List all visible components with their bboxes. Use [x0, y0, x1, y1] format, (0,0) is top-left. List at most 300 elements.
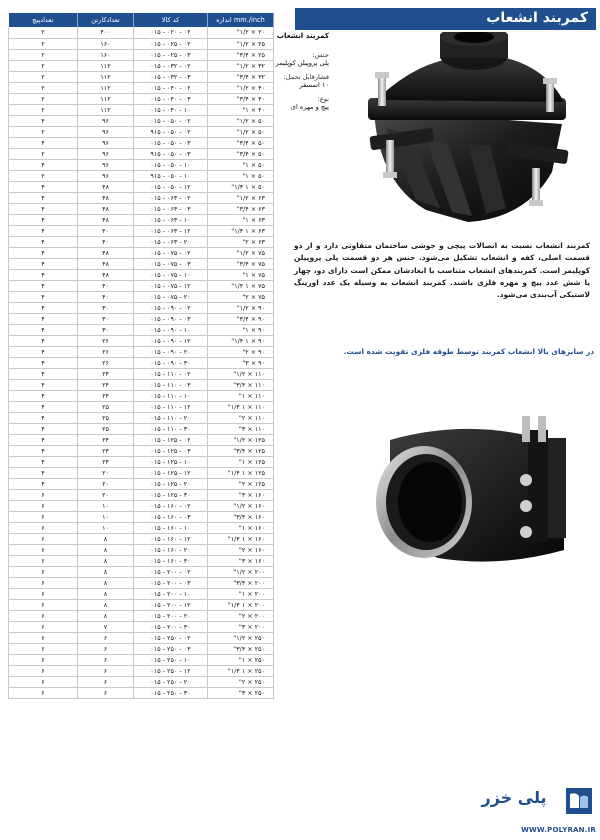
size-cell: ۷۵ × ۱ ۱/۴" [208, 280, 274, 291]
box-count-cell: ۸ [78, 544, 134, 555]
table-body [9, 27, 274, 698]
product-code-cell: ۰۱۵ - ۰۷۵ - ۱۲ [134, 280, 208, 291]
table-row [9, 115, 274, 126]
bolt-count-cell: ۴ [9, 401, 78, 412]
box-count-cell: ۸ [78, 577, 134, 588]
product-code-cell: ۰۱۵ - ۰۵۰ - ۰۲ [134, 115, 208, 126]
size-cell: ۵۰ × ۱" [208, 159, 274, 170]
bolt-count-cell: ۴ [9, 192, 78, 203]
box-count-cell: ۱۱۲ [78, 82, 134, 93]
size-cell: ۲۵۰ × ۲" [208, 676, 274, 687]
table-row [9, 258, 274, 269]
table-row [9, 82, 274, 93]
table-row [9, 170, 274, 181]
bolt-count-cell: ۲ [9, 170, 78, 181]
size-cell: ۳۲ × ۱/۲" [208, 60, 274, 71]
material-value: پلی پروپیلن کوپلیمر [275, 59, 329, 67]
product-code-cell: ۹۱۵ - ۰۵۰ - ۱۰ [134, 170, 208, 181]
bolt-count-cell: ۶ [9, 632, 78, 643]
box-count-cell: ۸ [78, 533, 134, 544]
size-cell: ۶۳ × ۱ ۱/۴" [208, 225, 274, 236]
product-code-cell: ۰۱۵ - ۰۹۰ - ۳۰ [134, 357, 208, 368]
product-code-cell: ۹۱۵ - ۰۵۰ - ۰۲ [134, 126, 208, 137]
bolt-count-cell: ۴ [9, 214, 78, 225]
size-cell: ۱۱۰ × ۱/۲" [208, 368, 274, 379]
table-row [9, 203, 274, 214]
box-count-cell: ۲۶ [78, 357, 134, 368]
product-code-cell: ۰۱۵ - ۱۲۵ - ۲۰ [134, 478, 208, 489]
table-row [9, 687, 274, 698]
box-count-cell: ۱۰ [78, 500, 134, 511]
size-cell: ۵۰ × ۳/۴" [208, 137, 274, 148]
bolt-count-cell: ۴ [9, 434, 78, 445]
table-row [9, 335, 274, 346]
size-cell: ۱۶۰ × ۱" [208, 522, 274, 533]
box-count-cell: ۹۶ [78, 148, 134, 159]
size-cell: ۴۰ × ۱/۲" [208, 82, 274, 93]
header-bolt-count: تعدادپیچ [9, 13, 78, 27]
product-code-cell: ۰۱۵ - ۰۴۰ - ۱۰ [134, 104, 208, 115]
table-row [9, 577, 274, 588]
pressure-value: ۱۰ اتمسفر [299, 81, 329, 89]
product-code-cell: ۰۱۵ - ۱۶۰ - ۱۲ [134, 533, 208, 544]
table-row [9, 313, 274, 324]
table-row [9, 555, 274, 566]
bolt-count-cell: ۴ [9, 335, 78, 346]
bolt-count-cell: ۴ [9, 313, 78, 324]
table-row [9, 192, 274, 203]
table-row [9, 225, 274, 236]
size-cell: ۷۵ × ۲" [208, 291, 274, 302]
table-row [9, 489, 274, 500]
box-count-cell: ۲۵ [78, 423, 134, 434]
bolt-count-cell: ۴ [9, 346, 78, 357]
product-code-cell: ۰۱۵ - ۱۶۰ - ۳۰ [134, 555, 208, 566]
size-cell: ۱۲۵ × ۱ ۱/۴" [208, 467, 274, 478]
bolt-count-cell: ۶ [9, 665, 78, 676]
box-count-cell: ۴۸ [78, 247, 134, 258]
size-cell: ۳۲ × ۳/۴" [208, 71, 274, 82]
bolt-count-cell: ۴ [9, 445, 78, 456]
bolt-count-cell: ۶ [9, 654, 78, 665]
product-code-cell: ۰۱۵ - ۲۰۰ - ۲۰ [134, 610, 208, 621]
size-cell: ۲۰۰ × ۲" [208, 610, 274, 621]
product-code-cell: ۰۱۵ - ۱۲۵ - ۳۰ [134, 489, 208, 500]
product-code-cell: ۰۱۵ - ۲۵۰ - ۳۰ [134, 687, 208, 698]
product-code-cell: ۰۱۵ - ۰۵۰ - ۰۳ [134, 137, 208, 148]
product-code-cell: ۰۱۵ - ۰۷۵ - ۰۳ [134, 258, 208, 269]
table-row [9, 148, 274, 159]
table-row [9, 302, 274, 313]
product-code-cell: ۰۱۵ - ۰۹۰ - ۲۰ [134, 346, 208, 357]
size-cell: ۶۳ × ۳/۴" [208, 203, 274, 214]
product-code-cell: ۰۱۵ - ۱۲۵ - ۱۰ [134, 456, 208, 467]
table-row [9, 214, 274, 225]
product-code-cell: ۰۱۵ - ۲۰۰ - ۰۳ [134, 577, 208, 588]
size-cell: ۹۰ × ۳/۴" [208, 313, 274, 324]
table-row [9, 357, 274, 368]
size-cell: ۱۶۰ × ۳" [208, 489, 274, 500]
box-count-cell: ۸ [78, 555, 134, 566]
box-count-cell: ۸ [78, 599, 134, 610]
product-code-cell: ۰۱۵ - ۲۰۰ - ۱۰ [134, 588, 208, 599]
product-code-cell: ۰۱۵ - ۱۱۰ - ۰۲ [134, 368, 208, 379]
size-cell: ۵۰ × ۱/۲" [208, 126, 274, 137]
box-count-cell: ۶ [78, 687, 134, 698]
box-count-cell: ۱۱۲ [78, 71, 134, 82]
bolt-count-cell: ۴ [9, 225, 78, 236]
size-cell: ۲۰۰ × ۳/۴" [208, 577, 274, 588]
bolt-count-cell: ۴ [9, 181, 78, 192]
product-code-cell: ۰۱۵ - ۲۵۰ - ۲۰ [134, 676, 208, 687]
bolt-count-cell: ۴ [9, 236, 78, 247]
bolt-count-cell: ۲ [9, 60, 78, 71]
size-cell: ۱۶۰ × ۳" [208, 555, 274, 566]
box-count-cell: ۹۶ [78, 137, 134, 148]
type-label: نوع: [317, 94, 329, 103]
bolt-count-cell: ۴ [9, 324, 78, 335]
size-cell: ۶۳ × ۲" [208, 236, 274, 247]
product-code-cell: ۰۱۵ - ۰۴۰ - ۰۲ [134, 82, 208, 93]
product-code-cell: ۰۱۵ - ۰۶۳ - ۰۳ [134, 203, 208, 214]
table-row [9, 511, 274, 522]
size-cell: ۴۰ × ۳/۴" [208, 93, 274, 104]
box-count-cell: ۸ [78, 566, 134, 577]
box-count-cell: ۱۱۲ [78, 93, 134, 104]
product-code-cell: ۹۱۵ - ۰۵۰ - ۰۳ [134, 148, 208, 159]
bolt-count-cell: ۶ [9, 511, 78, 522]
bolt-count-cell: ۴ [9, 159, 78, 170]
table-row [9, 49, 274, 60]
table-row [9, 181, 274, 192]
product-code-cell: ۰۱۵ - ۰۷۵ - ۱۰ [134, 269, 208, 280]
box-count-cell: ۶ [78, 654, 134, 665]
table-row [9, 324, 274, 335]
table-row [9, 236, 274, 247]
table-row [9, 269, 274, 280]
product-code-cell: ۰۱۵ - ۱۲۵ - ۱۲ [134, 467, 208, 478]
product-code-cell: ۰۱۵ - ۱۶۰ - ۱۰ [134, 522, 208, 533]
box-count-cell: ۴۰ [78, 236, 134, 247]
product-code-cell: ۰۱۵ - ۰۴۰ - ۰۳ [134, 93, 208, 104]
bolt-count-cell: ۶ [9, 599, 78, 610]
saddle-clamp-ring-photo [350, 410, 582, 570]
bolt-count-cell: ۴ [9, 456, 78, 467]
table-row [9, 93, 274, 104]
polykhazar-logo-icon [566, 788, 592, 814]
bolt-count-cell: ۲ [9, 126, 78, 137]
bolt-count-cell: ۶ [9, 489, 78, 500]
product-code-cell: ۰۱۵ - ۱۱۰ - ۰۳ [134, 379, 208, 390]
bolt-count-cell: ۴ [9, 368, 78, 379]
size-cell: ۲۰۰ × ۱/۲" [208, 566, 274, 577]
table-row [9, 588, 274, 599]
size-cell: ۲۰۰ × ۳" [208, 621, 274, 632]
size-cell: ۱۲۵ × ۱/۲" [208, 434, 274, 445]
box-count-cell: ۲۰ [78, 467, 134, 478]
box-count-cell: ۴۸ [78, 258, 134, 269]
bolt-count-cell: ۶ [9, 533, 78, 544]
table-row [9, 280, 274, 291]
box-count-cell: ۲۴ [78, 379, 134, 390]
box-count-cell: ۴۸ [78, 269, 134, 280]
size-cell: ۱۲۵ × ۱" [208, 456, 274, 467]
product-code-cell: ۰۱۵ - ۰۷۵ - ۲۰ [134, 291, 208, 302]
product-code-cell: ۰۱۵ - ۰۹۰ - ۰۳ [134, 313, 208, 324]
bolt-count-cell: ۴ [9, 423, 78, 434]
bolt-count-cell: ۶ [9, 544, 78, 555]
table-row [9, 467, 274, 478]
bolt-count-cell: ۴ [9, 115, 78, 126]
box-count-cell: ۱۱۲ [78, 104, 134, 115]
box-count-cell: ۴۸ [78, 203, 134, 214]
size-cell: ۲۵۰ × ۳" [208, 687, 274, 698]
bolt-count-cell: ۶ [9, 566, 78, 577]
bolt-count-cell: ۲ [9, 82, 78, 93]
bolt-count-cell: ۶ [9, 610, 78, 621]
table-row [9, 401, 274, 412]
product-code-cell: ۰۱۵ - ۰۳۲ - ۰۲ [134, 60, 208, 71]
product-code-cell: ۰۱۵ - ۱۶۰ - ۰۳ [134, 511, 208, 522]
brand-name: پلی خزر [481, 788, 547, 807]
product-code-cell: ۰۱۵ - ۲۵۰ - ۱۲ [134, 665, 208, 676]
size-cell: ۲۰ × ۱/۲" [208, 27, 274, 38]
product-code-cell: ۰۱۵ - ۲۵۰ - ۱۰ [134, 654, 208, 665]
box-count-cell: ۱۶۰ [78, 49, 134, 60]
size-cell: ۲۵۰ × ۱/۲" [208, 632, 274, 643]
table-row [9, 478, 274, 489]
product-code-cell: ۰۱۵ - ۲۰۰ - ۳۰ [134, 621, 208, 632]
bolt-count-cell: ۴ [9, 280, 78, 291]
table-header-row [9, 13, 274, 27]
size-cell: ۲۵۰ × ۱ ۱/۴" [208, 665, 274, 676]
product-code-cell: ۰۱۵ - ۱۱۰ - ۳۰ [134, 423, 208, 434]
product-code-cell: ۰۱۵ - ۱۲۵ - ۰۳ [134, 445, 208, 456]
size-cell: ۵۰ × ۱/۲" [208, 115, 274, 126]
brand-logo [470, 786, 594, 822]
bolt-count-cell: ۶ [9, 588, 78, 599]
spec-heading: کمربند انشعاب [276, 31, 329, 40]
product-code-cell: ۰۱۵ - ۲۵۰ - ۰۳ [134, 643, 208, 654]
bolt-count-cell: ۴ [9, 269, 78, 280]
table-row [9, 456, 274, 467]
box-count-cell: ۳۰ [78, 324, 134, 335]
table-row [9, 610, 274, 621]
box-count-cell: ۹۶ [78, 159, 134, 170]
box-count-cell: ۸ [78, 610, 134, 621]
material-label: جنس: [312, 50, 329, 59]
bolt-count-cell: ۶ [9, 676, 78, 687]
box-count-cell: ۴۸ [78, 214, 134, 225]
bolt-count-cell: ۴ [9, 247, 78, 258]
box-count-cell: ۲۵ [78, 401, 134, 412]
size-cell: ۱۶۰ × ۱ ۱/۴" [208, 533, 274, 544]
table-row [9, 368, 274, 379]
box-count-cell: ۲۴ [78, 368, 134, 379]
type-value: پیچ و مهره ای [290, 103, 329, 111]
product-code-cell: ۰۱۵ - ۰۳۲ - ۰۳ [134, 71, 208, 82]
size-cell: ۱۲۵ × ۲" [208, 478, 274, 489]
reinforcement-note: در سایزهای بالا انشعاب کمربند توسط طوقه فلزی تقویت شده است. [343, 347, 594, 356]
table-row [9, 621, 274, 632]
header-product-code: کد کالا [134, 13, 208, 27]
box-count-cell: ۲۴ [78, 390, 134, 401]
product-code-cell: ۰۱۵ - ۰۶۳ - ۱۲ [134, 225, 208, 236]
saddle-clamp-photo [356, 32, 588, 230]
box-count-cell: ۶ [78, 632, 134, 643]
box-count-cell: ۲۴ [78, 456, 134, 467]
bolt-count-cell: ۶ [9, 687, 78, 698]
table-row [9, 676, 274, 687]
size-cell: ۶۳ × ۱" [208, 214, 274, 225]
box-count-cell: ۱۱۲ [78, 60, 134, 71]
product-code-cell: ۰۱۵ - ۰۹۰ - ۱۰ [134, 324, 208, 335]
product-code-cell: ۰۱۵ - ۰۲۵ - ۰۳ [134, 49, 208, 60]
table-row [9, 599, 274, 610]
page-title: کمربند انشعاب [486, 10, 588, 26]
bolt-count-cell: ۴ [9, 412, 78, 423]
size-cell: ۵۰ × ۳/۴" [208, 148, 274, 159]
size-cell: ۱۲۵ × ۳/۴" [208, 445, 274, 456]
box-count-cell: ۴۰ [78, 225, 134, 236]
size-cell: ۱۶۰ × ۳/۴" [208, 511, 274, 522]
product-code-cell: ۰۱۵ - ۱۱۰ - ۱۲ [134, 401, 208, 412]
box-count-cell: ۲۰ [78, 489, 134, 500]
box-count-cell: ۱۰ [78, 522, 134, 533]
size-cell: ۷۵ × ۱" [208, 269, 274, 280]
size-cell: ۹۰ × ۱/۲" [208, 302, 274, 313]
spec-box [273, 32, 331, 142]
size-cell: ۶۳ × ۱/۲" [208, 192, 274, 203]
box-count-cell: ۴۰ [78, 280, 134, 291]
bolt-count-cell: ۴ [9, 390, 78, 401]
table-row [9, 522, 274, 533]
product-code-cell: ۰۱۵ - ۲۰۰ - ۰۲ [134, 566, 208, 577]
product-code-cell: ۰۱۵ - ۱۶۰ - ۰۲ [134, 500, 208, 511]
box-count-cell: ۱۶۰ [78, 38, 134, 49]
product-code-cell: ۰۱۵ - ۰۹۰ - ۰۲ [134, 302, 208, 313]
bolt-count-cell: ۶ [9, 621, 78, 632]
box-count-cell: ۴۰۰ [78, 27, 134, 38]
box-count-cell: ۲۴ [78, 445, 134, 456]
product-code-cell: ۰۱۵ - ۰۷۵ - ۰۲ [134, 247, 208, 258]
bolt-count-cell: ۶ [9, 500, 78, 511]
size-cell: ۲۵۰ × ۱" [208, 654, 274, 665]
table-row [9, 137, 274, 148]
box-count-cell: ۹۶ [78, 126, 134, 137]
product-code-cell: ۰۱۵ - ۱۲۵ - ۰۲ [134, 434, 208, 445]
box-count-cell: ۶ [78, 665, 134, 676]
table-row [9, 445, 274, 456]
bolt-count-cell: ۲ [9, 93, 78, 104]
title-banner [295, 8, 596, 30]
product-code-cell: ۰۱۵ - ۰۶۳ - ۱۰ [134, 214, 208, 225]
product-code-cell: ۰۱۵ - ۰۲۰ - ۰۲ [134, 27, 208, 38]
product-code-cell: ۰۱۵ - ۰۶۳ - ۰۲ [134, 192, 208, 203]
product-code-cell: ۰۱۵ - ۱۱۰ - ۱۰ [134, 390, 208, 401]
product-code-cell: ۰۱۵ - ۱۶۰ - ۲۰ [134, 544, 208, 555]
bolt-count-cell: ۴ [9, 467, 78, 478]
table-row [9, 60, 274, 71]
box-count-cell: ۳۰ [78, 302, 134, 313]
product-code-cell: ۰۱۵ - ۰۹۰ - ۱۲ [134, 335, 208, 346]
bolt-count-cell: ۶ [9, 522, 78, 533]
bolt-count-cell: ۲ [9, 104, 78, 115]
box-count-cell: ۹۶ [78, 170, 134, 181]
size-cell: ۵۰ × ۱ ۱/۴" [208, 181, 274, 192]
box-count-cell: ۴۰ [78, 291, 134, 302]
table-row [9, 159, 274, 170]
table-row [9, 27, 274, 38]
bolt-count-cell: ۲ [9, 38, 78, 49]
bolt-count-cell: ۲ [9, 27, 78, 38]
size-cell: ۱۱۰ × ۳" [208, 423, 274, 434]
size-cell: ۱۱۰ × ۱ ۱/۴" [208, 401, 274, 412]
box-count-cell: ۶ [78, 676, 134, 687]
bolt-count-cell: ۴ [9, 357, 78, 368]
box-count-cell: ۴۸ [78, 181, 134, 192]
bolt-count-cell: ۲ [9, 49, 78, 60]
bolt-count-cell: ۴ [9, 258, 78, 269]
box-count-cell: ۲۴ [78, 434, 134, 445]
size-cell: ۲۰۰ × ۱ ۱/۴" [208, 599, 274, 610]
table-row [9, 247, 274, 258]
size-cell: ۱۱۰ × ۲" [208, 412, 274, 423]
size-cell: ۲۵۰ × ۳/۴" [208, 643, 274, 654]
box-count-cell: ۳۰ [78, 313, 134, 324]
box-count-cell: ۴۸ [78, 192, 134, 203]
product-code-cell: ۰۱۵ - ۰۲۵ - ۰۲ [134, 38, 208, 49]
bolt-count-cell: ۶ [9, 643, 78, 654]
box-count-cell: ۸ [78, 588, 134, 599]
box-count-cell: ۲۰ [78, 478, 134, 489]
size-cell: ۷۵ × ۳/۴" [208, 258, 274, 269]
product-code-cell: ۰۱۵ - ۲۵۰ - ۰۲ [134, 632, 208, 643]
product-code-cell: ۰۱۵ - ۰۵۰ - ۱۲ [134, 181, 208, 192]
bolt-count-cell: ۴ [9, 203, 78, 214]
table-row [9, 566, 274, 577]
specification-table [8, 13, 274, 699]
size-cell: ۱۶۰ × ۱/۲" [208, 500, 274, 511]
box-count-cell: ۲۶ [78, 346, 134, 357]
size-cell: ۱۱۰ × ۳/۴" [208, 379, 274, 390]
bolt-count-cell: ۲ [9, 148, 78, 159]
box-count-cell: ۶ [78, 643, 134, 654]
size-cell: ۲۵ × ۳/۴" [208, 49, 274, 60]
box-count-cell: ۹۶ [78, 115, 134, 126]
size-cell: ۹۰ × ۱ ۱/۴" [208, 335, 274, 346]
table-row [9, 412, 274, 423]
table-row [9, 346, 274, 357]
table-row [9, 71, 274, 82]
bolt-count-cell: ۴ [9, 478, 78, 489]
size-cell: ۹۰ × ۳" [208, 357, 274, 368]
bolt-count-cell: ۲ [9, 71, 78, 82]
table-row [9, 632, 274, 643]
table-row [9, 434, 274, 445]
website-link[interactable]: WWW.POLYRAN.IR [521, 826, 596, 834]
table-row [9, 544, 274, 555]
table-row [9, 500, 274, 511]
bolt-count-cell: ۶ [9, 555, 78, 566]
box-count-cell: ۱۰ [78, 511, 134, 522]
size-cell: ۱۶۰ × ۲" [208, 544, 274, 555]
table-row [9, 654, 274, 665]
table-row [9, 533, 274, 544]
product-code-cell: ۰۱۵ - ۰۶۳ - ۲۰ [134, 236, 208, 247]
size-cell: ۲۰۰ × ۱" [208, 588, 274, 599]
header-box-count: تعدادکارتن [78, 13, 134, 27]
